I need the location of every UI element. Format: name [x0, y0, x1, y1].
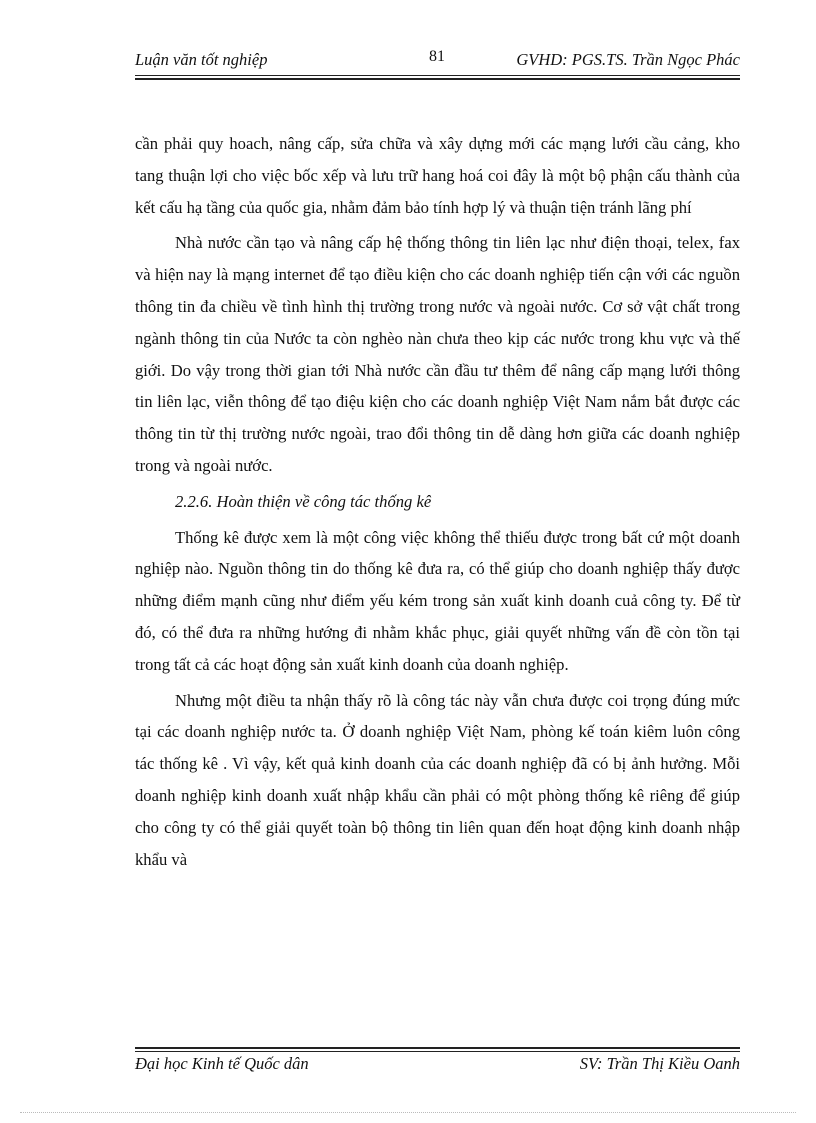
page-header	[135, 48, 740, 74]
paragraph: Nhưng một điều ta nhận thấy rõ là công tác này vẫn chưa được coi trọng đúng mức tại các doanh nghiệp nước ta. Ở doanh nghiệp Việt Nam, phòng kế toán kiêm luôn công tác thống kê . Vì vậy, kết quả kinh doanh của các doanh nghiệp đã có bị ảnh hưởng. Mỗi doanh nghiệp kinh doanh xuất nhập khẩu cần phải có một phòng thống kê riêng để giúp cho công ty có thể giải quyết toàn bộ thông tin liên quan đến hoạt động kinh doanh nhập khẩu và	[135, 690, 740, 869]
page-edge-divider	[20, 1112, 796, 1113]
paragraph-continuation: cần phải quy hoach, nâng cấp, sửa chữa và xây dựng mới các mạng lưới cầu cảng, kho tang thuận lợi cho việc bốc xếp và lưu trữ hang hoá coi đây là một bộ phận cấu thành của kết cấu hạ tầng của quốc gia, nhằm đảm bảo tính hợp lý và thuận tiện tránh lãng phí	[135, 134, 740, 217]
header-advisor: GVHD: PGS.TS. Trần Ngọc Phác	[516, 50, 740, 69]
paragraph: Thống kê được xem là một công việc không thể thiếu được trong bất cứ một doanh nghiệp nào. Nguồn thông tin do thống kê đưa ra, có thể giúp cho doanh nghiệp thấy được những điểm mạnh cũng như điểm yếu kém trong sản xuất kinh doanh cuả công ty. Để từ đó, có thể đưa ra những hướng đi nhằm khắc phục, giải quyết những vấn đề còn tồn tại trong tất cả các hoạt động sản xuất kinh doanh của doanh nghiệp.	[135, 527, 740, 674]
header-rule-thick	[135, 78, 740, 80]
page-body	[135, 128, 740, 879]
header-thesis-label: Luận văn tốt nghiệp	[135, 50, 268, 69]
page-number: 81	[429, 48, 445, 65]
section-heading: 2.2.6. Hoàn thiện về công tác thống kê	[175, 491, 432, 511]
header-rule	[135, 75, 740, 76]
page-footer	[135, 1054, 740, 1078]
footer-university: Đại học Kinh tế Quốc dân	[135, 1054, 309, 1073]
footer-rule-thick	[135, 1047, 740, 1049]
footer-rule	[135, 1051, 740, 1052]
footer-student: SV: Trần Thị Kiều Oanh	[579, 1054, 740, 1073]
paragraph: Nhà nước cần tạo và nâng cấp hệ thống thông tin liên lạc như điện thoại, telex, fax và hiện nay là mạng internet để tạo điều kiện cho các doanh nghiệp tiến cận với các nguồn thông tin đa chiều về tình hình thị trường trong nước và ngoài nước. Cơ sở vật chất trong ngành thông tin của Nước ta còn nghèo nàn chưa theo kịp các nước trong khu vực và thế giới. Do vậy trong thời gian tới Nhà nước cần đầu tư thêm để nâng cấp mạng lưới thông tin liên lạc, viễn thông để tạo điệu kiện cho các doanh nghiệp Việt Nam nắm bắt được các thông tin từ thị trường nước ngoài, trao đổi thông tin dễ dàng hơn giữa các doanh nghiệp trong và ngoài nước.	[135, 233, 740, 475]
